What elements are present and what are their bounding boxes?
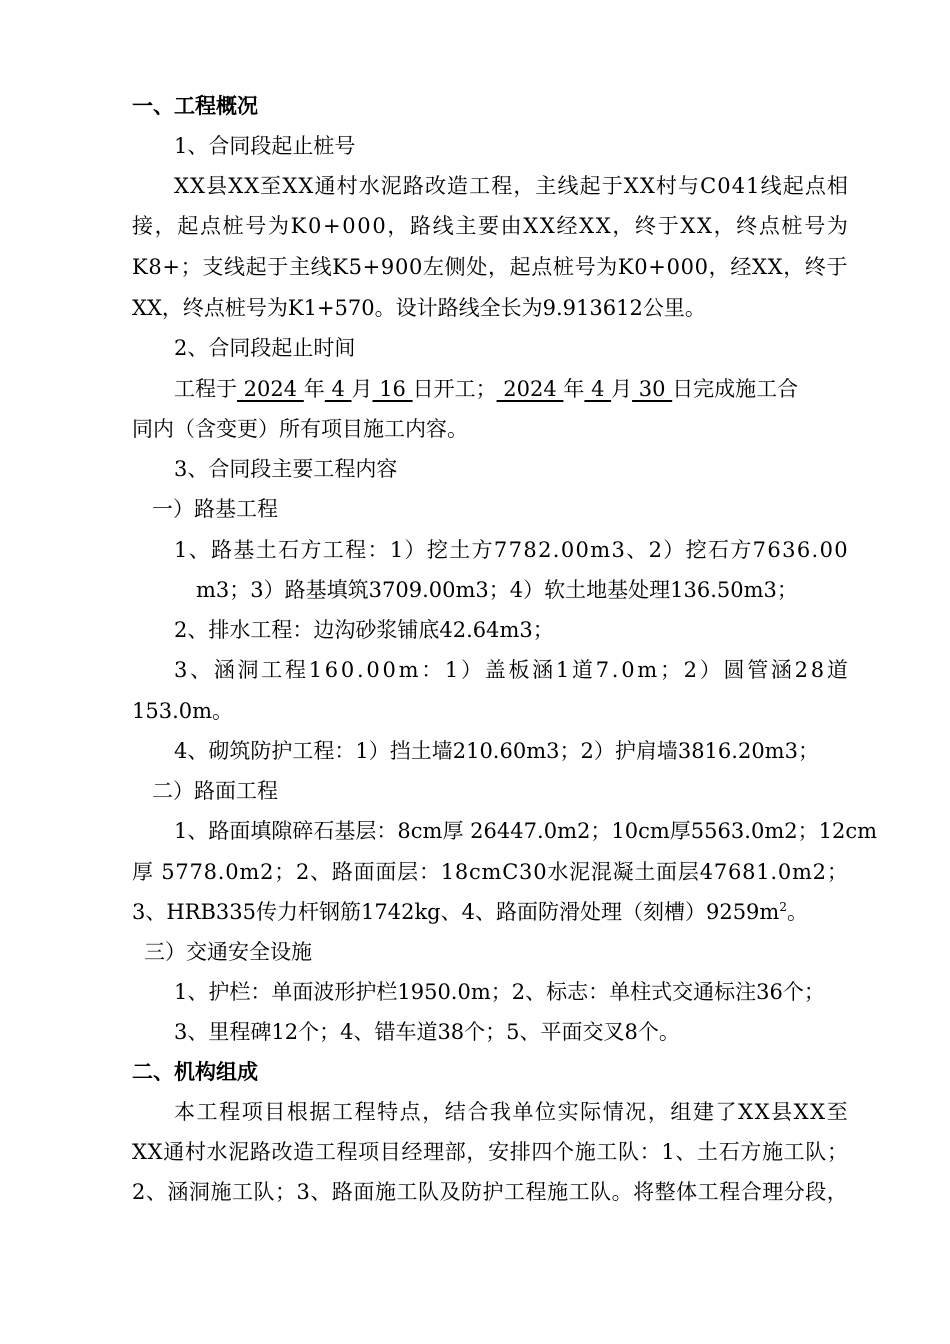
start-month: 4 [324, 377, 352, 401]
schedule-text: 日完成施工合 [672, 377, 799, 401]
section-heading-overview: 一、工程概况 [132, 94, 258, 118]
roadbed-item: 1 、 路 基 土 石 方 工 程 ： 1 ） 挖 土 方 7 7 8 2 . 0 0 m 3 、 2 ） 挖 石 方 7 6 3 6 . 0 0 [174, 538, 848, 562]
pavement-text: 。 [786, 900, 808, 924]
pavement-item [132, 898, 808, 926]
pavement-item: 厚 5 7 7 8 . 0 m 2 ； 2 、 路 面 面 层 ： 1 8 c m C 3 0 水 泥 混 凝 土 面 层 4 7 6 8 1 . 0 m 2 ； [132, 860, 848, 884]
roadbed-item: 3 、 涵 洞 工 程 1 6 0 . 0 0 m ： 1 ） 盖 板 涵 1 道 7 . 0 m ； 2 ） 圆 管 涵 2 8 道 [174, 658, 848, 682]
subsection-title-main-works: 3、合同段主要工程内容 [174, 457, 398, 481]
paragraph-line: 本 工 程 项 目 根 据 工 程 特 点 ， 结 合 我 单 位 实 际 情 况 ， 组 建 了 X X 县 X X 至 [174, 1100, 848, 1124]
roadbed-item: 2、排水工程：边沟砂浆铺底42.64m3； [174, 618, 554, 642]
paragraph-line: X X 通 村 水 泥 路 改 造 工 程 项 目 经 理 部 ， 安 排 四 个 施 工 队 ： 1 、 土 石 方 施 工 队 ； [132, 1140, 848, 1164]
safety-item: 1、护栏：单面波形护栏1950.0m；2、标志：单柱式交通标注36个； [174, 980, 825, 1004]
superscript-2: 2 [779, 900, 787, 914]
subsection-title-period: 2、合同段起止时间 [174, 336, 356, 360]
safety-title: 三）交通安全设施 [144, 940, 312, 964]
end-year: 2024 [496, 377, 564, 401]
schedule-text: 月 [351, 377, 373, 401]
roadbed-title: 一）路基工程 [152, 497, 278, 521]
roadbed-item: m3；3）路基填筑3709.00m3；4）软土地基处理136.50m3； [196, 578, 798, 602]
start-year: 2024 [237, 377, 304, 401]
pavement-text: 3、HRB335传力杆钢筋1742kg、4、路面防滑处理（刻槽）9259m [132, 900, 780, 924]
paragraph-line: 2 、 涵 洞 施 工 队 ； 3 、 路 面 施 工 队 及 防 护 工 程 施 工 队 。 将 整 体 工 程 合 理 分 段 ， [132, 1180, 848, 1204]
pavement-item: 1 、 路 面 填 隙 碎 石 基 层 ： 8 c m 厚 2 6 4 4 7 . 0 m 2 ； 1 0 c m 厚 5 5 6 3 . 0 m 2 ； 1 2 c m [174, 819, 878, 843]
end-month: 4 [584, 377, 612, 401]
paragraph-line: K 8 + ； 支 线 起 于 主 线 K 5 + 9 0 0 左 侧 处 ， 起 点 桩 号 为 K 0 + 0 0 0 ， 经 X X ， 终 于 [132, 255, 848, 279]
start-day: 16 [372, 377, 413, 401]
schedule-text: 月 [611, 377, 633, 401]
schedule-text: 年 [303, 377, 325, 401]
paragraph-line: 同内（含变更）所有项目施工内容。 [132, 417, 468, 441]
subsection-title-stake-range: 1、合同段起止桩号 [174, 134, 356, 158]
schedule-text: 日开工； [412, 377, 497, 401]
end-day: 30 [632, 377, 673, 401]
pavement-title: 二）路面工程 [152, 779, 278, 803]
safety-item: 3、里程碑12个；4、错车道38个；5、平面交叉8个。 [174, 1020, 680, 1044]
paragraph-line: X X 县 X X 至 X X 通 村 水 泥 路 改 造 工 程 ， 主 线 起 于 X X 村 与 C 0 4 1 线 起 点 相 [174, 174, 848, 198]
schedule-text: 工程于 [174, 377, 237, 401]
schedule-text: 年 [563, 377, 585, 401]
schedule-line [174, 375, 798, 403]
paragraph-line: 接 ， 起 点 桩 号 为 K 0 + 0 0 0 ， 路 线 主 要 由 X X 经 X X ， 终 于 X X ， 终 点 桩 号 为 [132, 214, 848, 238]
section-heading-organization: 二、机构组成 [132, 1060, 258, 1084]
roadbed-item: 153.0m。 [132, 699, 234, 723]
paragraph-line: XX，终点桩号为K1+570。设计路线全长为9.913612公里。 [132, 296, 706, 320]
roadbed-item: 4、砌筑防护工程：1）挡土墙210.60m3；2）护肩墙3816.20m3； [174, 739, 819, 763]
